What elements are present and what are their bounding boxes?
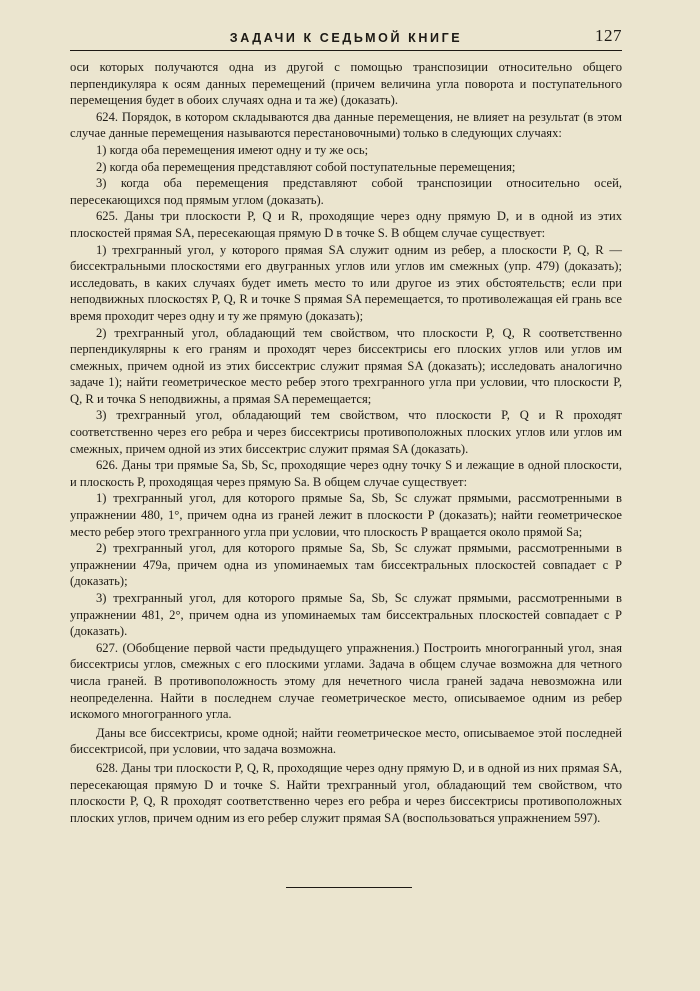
paragraph: 2) трехгранный угол, для которого прямые Sa, Sb, Sc служат прямыми, рассмотренными в упражнении 479a, причем одна из упоминаемых там биссектральных плоскостей совпадает с P (доказать);: [70, 541, 622, 589]
paragraph: 628. Даны три плоскости P, Q, R, проходящие через одну прямую D, и в одной из них прямая SA, пересекающая прямую D и точке S. Найти трехгранный угол, обладающий тем свойством, что плоскости P, Q, R проходят соответственно через его ребра и через биссектрисы противоположных плоских углов, причем одним из его ребер служит прямая SA (воспользоваться упражнением 597).: [70, 760, 622, 825]
paragraph: 3) трехгранный угол, обладающий тем свойством, что плоскости P, Q и R проходят соответственно через его ребра и через биссектрисы противоположных плоских углов или углов им смежных, причем одной из этих биссектрис служит прямая SA (доказать).: [70, 408, 622, 456]
paragraph: 1) трехгранный угол, для которого прямые Sa, Sb, Sc служат прямыми, рассмотренными в упражнении 480, 1°, причем одна из граней лежит в плоскости P (доказать); найти геометрическое место ребер этого трехгранного угла при условии, что плоскость P вращается около прямой Sa;: [70, 491, 622, 539]
paragraph: 626. Даны три прямые Sa, Sb, Sc, проходящие через одну точку S и лежащие в одной плоскости, и плоскость P, проходящая через прямую Sa. В общем случае существует:: [70, 458, 622, 489]
paragraph: 625. Даны три плоскости P, Q и R, проходящие через одну прямую D, и в одной из этих плоскостей прямая SA, пересекающая прямую D в точке S. В общем случае существует:: [70, 209, 622, 240]
paragraph: 2) трехгранный угол, обладающий тем свойством, что плоскости P, Q, R соответственно перпендикулярны к его граням и проходят через биссектрисы его плоских углов или углов им смежных, причем одной из этих биссектрис служит прямая SA (доказать); исследовать аналогично задаче 1); найти геометрическое место ребер этого трехгранного угла при условии, что плоскости P, Q, R и точка S неподвижны, а прямая SA перемещается;: [70, 325, 622, 406]
paragraph: 1) трехгранный угол, у которого прямая SA служит одним из ребер, а плоскости P, Q, R — биссектральными плоскостями его двугранных углов или углов им смежных (упр. 479) (доказать); исследовать, в каких случаях будет иметь место то или другое из этих обстоятельств; если при неподвижных плоскостях P, Q, R и точке S прямая SA перемещается, то противолежащая ей грань все время проходит через одну и ту же прямую (доказать);: [70, 242, 622, 323]
body-text: [70, 59, 622, 826]
paragraph: 3) трехгранный угол, для которого прямые Sa, Sb, Sc служат прямыми, рассмотренными в упражнении 481, 2°, причем одна из упоминаемых там биссектральных плоскостей совпадает с P (доказать).: [70, 591, 622, 639]
paragraph: 2) когда оба перемещения представляют собой поступательные перемещения;: [96, 159, 516, 174]
header-rule: [70, 50, 622, 51]
paragraph: оси которых получаются одна из другой с помощью транспозиции относительно общего перпендикуляра к осям данных перемещений (причем величина угла поворота и поступательного перемещения будет в обоих случаях одна и та же) (доказать).: [70, 60, 622, 108]
paragraph: 624. Порядок, в котором складываются два данные перемещения, не влияет на результат (в этом случае данные перемещения называются перестановочными) только в следующих случаях:: [70, 109, 622, 141]
paragraph: Даны все биссектрисы, кроме одной; найти геометрическое место, описываемое этой последней биссектрисой, при условии, что задача возможна.: [70, 725, 622, 757]
running-head: [70, 26, 622, 48]
paragraph: 1) когда оба перемещения имеют одну и ту же ось;: [96, 142, 369, 157]
running-head-title: ЗАДАЧИ К СЕДЬМОЙ КНИГЕ: [229, 31, 463, 45]
paragraph: 627. (Обобщение первой части предыдущего упражнения.) Построить многогранный угол, зная биссектрисы углов, смежных с его плоскими углами. Задача в общем случае возможна для четного числа граней. В противоположность этому для нечетного числа граней задача невозможна или неопределенна. Найти в последнем случае геометрическое место, описываемое одним из ребер искомого многогранного угла.: [70, 640, 622, 722]
paragraph: 3) когда оба перемещения представляют собой транспозиции относительно осей, пересекающихся под прямым углом (доказать).: [70, 176, 622, 207]
footer-rule: [286, 887, 412, 888]
page-number: 127: [595, 26, 622, 45]
